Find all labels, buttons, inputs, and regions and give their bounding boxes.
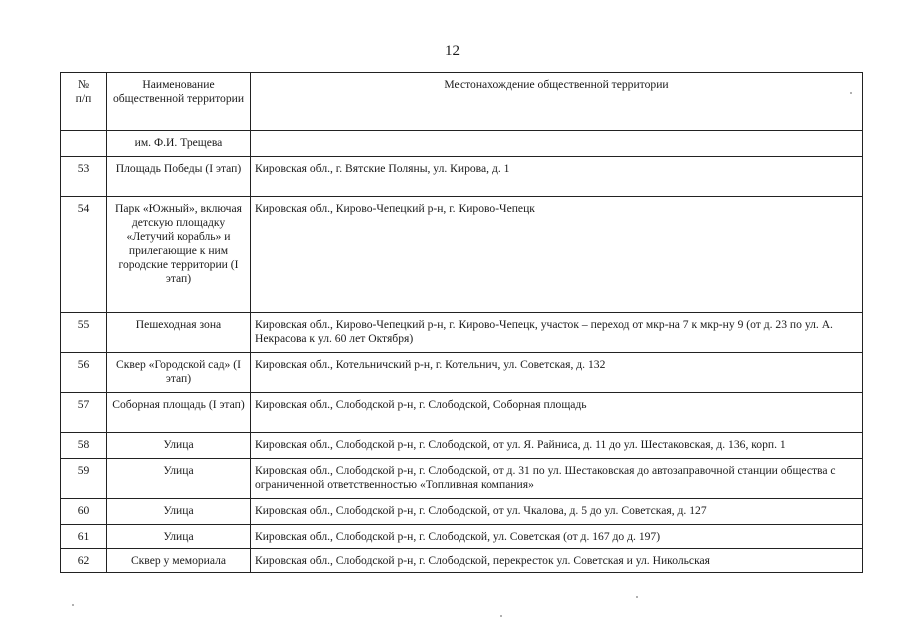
row-location: Кировская обл., Слободской р-н, г. Слободской, от д. 31 по ул. Шестаковская до автозаправочной станции общества с ограниченной ответственностью «Топливная компания» [251, 459, 863, 499]
scan-speck [72, 604, 74, 606]
row-name: Сквер у мемориала [107, 549, 251, 573]
scan-speck [500, 615, 502, 617]
header-number-label: № п/п [75, 78, 92, 105]
table-row [61, 131, 863, 157]
row-name: Улица [107, 525, 251, 549]
row-number: 58 [61, 433, 107, 459]
row-number [61, 131, 107, 157]
row-name: Пешеходная зона [107, 313, 251, 353]
row-number: 55 [61, 313, 107, 353]
row-number: 54 [61, 197, 107, 313]
row-number: 61 [61, 525, 107, 549]
table-row [61, 525, 863, 549]
row-location: Кировская обл., Слободской р-н, г. Слободской, от ул. Я. Райниса, д. 11 до ул. Шестаковская, д. 136, корп. 1 [251, 433, 863, 459]
row-number: 60 [61, 499, 107, 525]
header-location-label: Местонахождение общественной территории [444, 78, 669, 91]
row-name: Площадь Победы (I этап) [107, 157, 251, 197]
page-number: 12 [445, 43, 460, 59]
row-location: Кировская обл., Кирово-Чепецкий р-н, г. Кирово-Чепецк [251, 197, 863, 313]
row-number: 56 [61, 353, 107, 393]
table-row [61, 157, 863, 197]
row-name: Улица [107, 499, 251, 525]
territories-table [60, 72, 863, 573]
row-name: Соборная площадь (I этап) [107, 393, 251, 433]
row-location: Кировская обл., Кирово-Чепецкий р-н, г. Кирово-Чепецк, участок – переход от мкр-на 7 к мкр-ну 9 (от д. 23 по ул. А. Некрасова к ул. 60 лет Октября) [251, 313, 863, 353]
table-row [61, 197, 863, 313]
row-name: Сквер «Городской сад» (I этап) [107, 353, 251, 393]
table-row [61, 459, 863, 499]
row-name: Улица [107, 433, 251, 459]
table-row [61, 313, 863, 353]
row-number: 62 [61, 549, 107, 573]
table-header-row [61, 73, 863, 131]
header-number [61, 73, 107, 131]
row-number: 57 [61, 393, 107, 433]
table-row [61, 393, 863, 433]
row-name: им. Ф.И. Трещева [107, 131, 251, 157]
row-location: Кировская обл., Котельничский р-н, г. Котельнич, ул. Советская, д. 132 [251, 353, 863, 393]
row-location: Кировская обл., Слободской р-н, г. Слободской, от ул. Чкалова, д. 5 до ул. Советская, д. 127 [251, 499, 863, 525]
table-row [61, 353, 863, 393]
row-location [251, 131, 863, 157]
header-name-label: Наименование общественной территории [112, 78, 245, 105]
scan-speck [850, 92, 852, 94]
header-location [251, 73, 863, 131]
row-location: Кировская обл., Слободской р-н, г. Слободской, перекресток ул. Советская и ул. Никольская [251, 549, 863, 573]
table-row [61, 433, 863, 459]
row-location: Кировская обл., Слободской р-н, г. Слободской, Соборная площадь [251, 393, 863, 433]
row-location: Кировская обл., г. Вятские Поляны, ул. Кирова, д. 1 [251, 157, 863, 197]
row-name: Улица [107, 459, 251, 499]
table-row [61, 549, 863, 573]
scan-speck [636, 596, 638, 598]
row-name: Парк «Южный», включая детскую площадку «Летучий корабль» и прилегающие к ним городские территории (I этап) [107, 197, 251, 313]
table-row [61, 499, 863, 525]
header-name [107, 73, 251, 131]
row-number: 59 [61, 459, 107, 499]
row-location: Кировская обл., Слободской р-н, г. Слободской, ул. Советская (от д. 167 до д. 197) [251, 525, 863, 549]
row-number: 53 [61, 157, 107, 197]
